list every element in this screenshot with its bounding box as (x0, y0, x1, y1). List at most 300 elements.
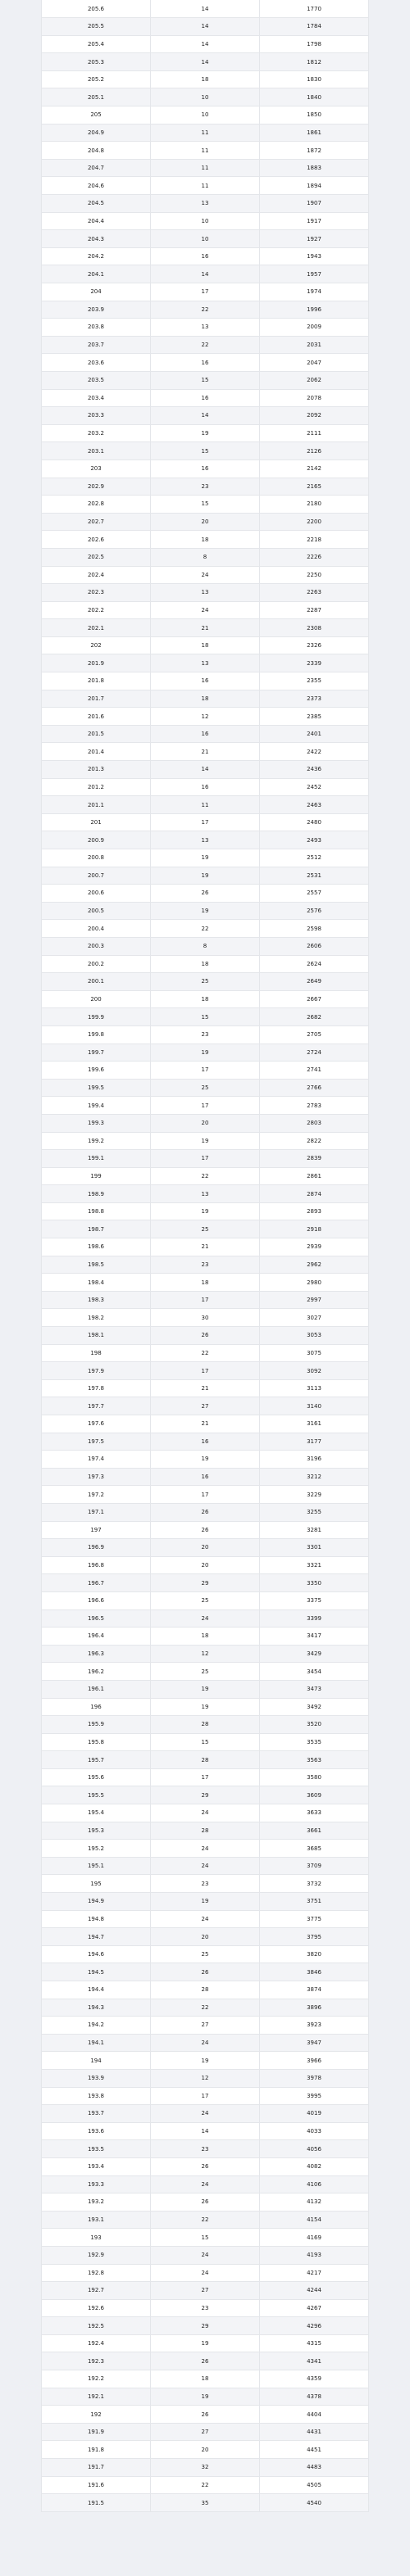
value-cell: 204.2 (42, 247, 151, 265)
count-cell: 19 (151, 1680, 260, 1698)
value-cell: 197.5 (42, 1433, 151, 1451)
count-cell: 26 (151, 2406, 260, 2424)
data-table (41, 0, 369, 2512)
cumulative-cell: 3255 (260, 1503, 369, 1521)
value-cell: 201.9 (42, 654, 151, 672)
count-cell: 10 (151, 212, 260, 230)
count-cell: 18 (151, 636, 260, 654)
count-cell: 21 (151, 1238, 260, 1256)
count-cell: 23 (151, 2140, 260, 2158)
table-row (42, 142, 369, 160)
table-row (42, 53, 369, 71)
value-cell: 199.4 (42, 1097, 151, 1115)
cumulative-cell: 3775 (260, 1910, 369, 1928)
table-row (42, 1875, 369, 1893)
table-row (42, 1344, 369, 1362)
table-row (42, 1645, 369, 1663)
count-cell: 27 (151, 2017, 260, 2035)
value-cell: 199.3 (42, 1114, 151, 1132)
cumulative-cell: 4132 (260, 2193, 369, 2212)
count-cell: 14 (151, 2122, 260, 2140)
cumulative-cell: 4244 (260, 2282, 369, 2300)
count-cell: 14 (151, 0, 260, 18)
cumulative-cell: 3732 (260, 1875, 369, 1893)
cumulative-cell: 4154 (260, 2211, 369, 2229)
value-cell: 200.8 (42, 849, 151, 867)
count-cell: 25 (151, 1945, 260, 1963)
value-cell: 204.7 (42, 159, 151, 177)
cumulative-cell: 4267 (260, 2299, 369, 2317)
count-cell: 28 (151, 1822, 260, 1840)
cumulative-cell: 2062 (260, 371, 369, 389)
table-row (42, 442, 369, 460)
cumulative-cell: 2493 (260, 831, 369, 849)
table-row (42, 2105, 369, 2123)
value-cell: 200 (42, 990, 151, 1008)
count-cell: 22 (151, 2211, 260, 2229)
value-cell: 201 (42, 813, 151, 831)
cumulative-cell: 3429 (260, 1645, 369, 1663)
cumulative-cell: 1957 (260, 265, 369, 283)
count-cell: 17 (151, 1062, 260, 1080)
value-cell: 195.6 (42, 1768, 151, 1786)
count-cell: 21 (151, 1415, 260, 1433)
cumulative-cell: 1784 (260, 18, 369, 36)
value-cell: 203 (42, 460, 151, 478)
table-row (42, 2087, 369, 2105)
table-row (42, 1663, 369, 1681)
count-cell: 11 (151, 159, 260, 177)
cumulative-cell: 4033 (260, 2122, 369, 2140)
value-cell: 205.4 (42, 35, 151, 53)
count-cell: 14 (151, 407, 260, 425)
count-cell: 19 (151, 1044, 260, 1062)
table-row (42, 1451, 369, 1469)
count-cell: 35 (151, 2494, 260, 2512)
value-cell: 204.8 (42, 142, 151, 160)
cumulative-cell: 3492 (260, 1698, 369, 1716)
count-cell: 12 (151, 708, 260, 726)
cumulative-cell: 2047 (260, 354, 369, 372)
value-cell: 191.7 (42, 2459, 151, 2477)
count-cell: 17 (151, 1291, 260, 1309)
value-cell: 204 (42, 283, 151, 301)
value-cell: 196.4 (42, 1628, 151, 1646)
table-row (42, 1574, 369, 1592)
table-row (42, 2317, 369, 2335)
table-row (42, 70, 369, 88)
value-cell: 204.5 (42, 195, 151, 213)
table-row (42, 513, 369, 531)
count-cell: 24 (151, 2264, 260, 2282)
count-cell: 24 (151, 2034, 260, 2052)
value-cell: 201.1 (42, 796, 151, 814)
cumulative-cell: 3399 (260, 1609, 369, 1628)
table-row (42, 973, 369, 991)
table-row (42, 159, 369, 177)
table-row (42, 531, 369, 549)
cumulative-cell: 3027 (260, 1309, 369, 1327)
table-row (42, 2459, 369, 2477)
cumulative-cell: 3685 (260, 1840, 369, 1858)
count-cell: 24 (151, 1804, 260, 1822)
value-cell: 195.5 (42, 1786, 151, 1804)
count-cell: 32 (151, 2459, 260, 2477)
table-row (42, 813, 369, 831)
count-cell: 24 (151, 566, 260, 584)
table-row (42, 548, 369, 566)
table-row (42, 2334, 369, 2352)
table-row (42, 2157, 369, 2175)
value-cell: 202.4 (42, 566, 151, 584)
count-cell: 16 (151, 1468, 260, 1486)
cumulative-cell: 2918 (260, 1220, 369, 1238)
count-cell: 14 (151, 265, 260, 283)
count-cell: 24 (151, 2105, 260, 2123)
value-cell: 193.9 (42, 2069, 151, 2087)
value-cell: 194.6 (42, 1945, 151, 1963)
value-cell: 197.6 (42, 1415, 151, 1433)
cumulative-cell: 2893 (260, 1202, 369, 1220)
table-row (42, 566, 369, 584)
value-cell: 194.4 (42, 1981, 151, 1999)
cumulative-cell: 4431 (260, 2423, 369, 2441)
cumulative-cell: 2980 (260, 1274, 369, 1292)
cumulative-cell: 2422 (260, 743, 369, 761)
cumulative-cell: 3196 (260, 1451, 369, 1469)
count-cell: 23 (151, 2299, 260, 2317)
table-row (42, 247, 369, 265)
count-cell: 26 (151, 2193, 260, 2212)
value-cell: 192.3 (42, 2352, 151, 2370)
count-cell: 19 (151, 1132, 260, 1150)
cumulative-cell: 2263 (260, 584, 369, 602)
value-cell: 197.8 (42, 1379, 151, 1397)
value-cell: 200.6 (42, 885, 151, 903)
table-row (42, 1822, 369, 1840)
cumulative-cell: 2250 (260, 566, 369, 584)
table-row (42, 1062, 369, 1080)
table-row (42, 1486, 369, 1504)
value-cell: 198.7 (42, 1220, 151, 1238)
cumulative-cell: 1927 (260, 230, 369, 248)
table-row (42, 1628, 369, 1646)
value-cell: 196.6 (42, 1591, 151, 1609)
value-cell: 202.1 (42, 619, 151, 637)
count-cell: 16 (151, 460, 260, 478)
count-cell: 19 (151, 424, 260, 442)
table-row (42, 106, 369, 124)
value-cell: 197.7 (42, 1397, 151, 1415)
value-cell: 198.5 (42, 1256, 151, 1274)
count-cell: 18 (151, 1274, 260, 1292)
table-row (42, 672, 369, 690)
cumulative-cell: 2031 (260, 336, 369, 354)
cumulative-cell: 1850 (260, 106, 369, 124)
table-row (42, 937, 369, 955)
value-cell: 200.9 (42, 831, 151, 849)
cumulative-cell: 3609 (260, 1786, 369, 1804)
count-cell: 25 (151, 973, 260, 991)
cumulative-cell: 2624 (260, 955, 369, 973)
count-cell: 11 (151, 177, 260, 195)
count-cell: 23 (151, 478, 260, 496)
count-cell: 23 (151, 1256, 260, 1274)
table-row (42, 1840, 369, 1858)
count-cell: 30 (151, 1309, 260, 1327)
value-cell: 195.1 (42, 1857, 151, 1875)
table-row (42, 2370, 369, 2388)
cumulative-cell: 2803 (260, 1114, 369, 1132)
count-cell: 20 (151, 1928, 260, 1946)
value-cell: 192.2 (42, 2370, 151, 2388)
table-row (42, 1733, 369, 1751)
table-row (42, 18, 369, 36)
cumulative-cell: 2962 (260, 1256, 369, 1274)
value-cell: 204.6 (42, 177, 151, 195)
count-cell: 25 (151, 1591, 260, 1609)
value-cell: 192.1 (42, 2388, 151, 2406)
table-row (42, 336, 369, 354)
cumulative-cell: 2822 (260, 1132, 369, 1150)
cumulative-cell: 2200 (260, 513, 369, 531)
value-cell: 200.2 (42, 955, 151, 973)
value-cell: 201.8 (42, 672, 151, 690)
count-cell: 8 (151, 937, 260, 955)
cumulative-cell: 1894 (260, 177, 369, 195)
cumulative-cell: 3321 (260, 1556, 369, 1574)
cumulative-cell: 1907 (260, 195, 369, 213)
cumulative-cell: 2598 (260, 920, 369, 938)
cumulative-cell: 2373 (260, 690, 369, 708)
value-cell: 203.4 (42, 389, 151, 407)
count-cell: 24 (151, 601, 260, 619)
table-row (42, 955, 369, 973)
cumulative-cell: 2226 (260, 548, 369, 566)
cumulative-cell: 3092 (260, 1362, 369, 1380)
count-cell: 13 (151, 584, 260, 602)
cumulative-cell: 3212 (260, 1468, 369, 1486)
cumulative-cell: 2667 (260, 990, 369, 1008)
count-cell: 29 (151, 1574, 260, 1592)
value-cell: 198.8 (42, 1202, 151, 1220)
count-cell: 18 (151, 955, 260, 973)
count-cell: 19 (151, 1893, 260, 1911)
table-row (42, 2229, 369, 2247)
table-row (42, 1716, 369, 1734)
count-cell: 26 (151, 1963, 260, 1981)
cumulative-cell: 2997 (260, 1291, 369, 1309)
table-row (42, 2246, 369, 2264)
count-cell: 13 (151, 1185, 260, 1203)
cumulative-cell: 3350 (260, 1574, 369, 1592)
cumulative-cell: 3161 (260, 1415, 369, 1433)
count-cell: 15 (151, 1733, 260, 1751)
table-row (42, 1379, 369, 1397)
cumulative-cell: 3535 (260, 1733, 369, 1751)
table-row (42, 407, 369, 425)
table-row (42, 124, 369, 142)
value-cell: 203.5 (42, 371, 151, 389)
count-cell: 26 (151, 2352, 260, 2370)
value-cell: 201.5 (42, 725, 151, 743)
cumulative-cell: 2401 (260, 725, 369, 743)
cumulative-cell: 1861 (260, 124, 369, 142)
table-row (42, 990, 369, 1008)
table-row (42, 1433, 369, 1451)
table-row (42, 1893, 369, 1911)
cumulative-cell: 2111 (260, 424, 369, 442)
count-cell: 24 (151, 2246, 260, 2264)
table-row (42, 1857, 369, 1875)
count-cell: 16 (151, 389, 260, 407)
cumulative-cell: 4341 (260, 2352, 369, 2370)
value-cell: 192.6 (42, 2299, 151, 2317)
count-cell: 22 (151, 1999, 260, 2017)
value-cell: 203.1 (42, 442, 151, 460)
table-row (42, 2052, 369, 2070)
cumulative-cell: 4315 (260, 2334, 369, 2352)
table-row (42, 708, 369, 726)
count-cell: 15 (151, 2229, 260, 2247)
count-cell: 10 (151, 88, 260, 106)
count-cell: 12 (151, 2069, 260, 2087)
value-cell: 195.2 (42, 1840, 151, 1858)
table-row (42, 212, 369, 230)
value-cell: 195 (42, 1875, 151, 1893)
count-cell: 28 (151, 1751, 260, 1769)
value-cell: 199.2 (42, 1132, 151, 1150)
cumulative-cell: 3923 (260, 2017, 369, 2035)
count-cell: 12 (151, 1645, 260, 1663)
value-cell: 197.2 (42, 1486, 151, 1504)
table-row (42, 371, 369, 389)
cumulative-cell: 4540 (260, 2494, 369, 2512)
table-row (42, 478, 369, 496)
count-cell: 17 (151, 1362, 260, 1380)
cumulative-cell: 3846 (260, 1963, 369, 1981)
cumulative-cell: 3140 (260, 1397, 369, 1415)
cumulative-cell: 2861 (260, 1167, 369, 1185)
data-table-body (42, 0, 369, 2511)
count-cell: 14 (151, 53, 260, 71)
table-row (42, 1256, 369, 1274)
table-row (42, 2388, 369, 2406)
count-cell: 24 (151, 1857, 260, 1875)
value-cell: 193.3 (42, 2175, 151, 2193)
table-row (42, 2494, 369, 2512)
count-cell: 22 (151, 2476, 260, 2494)
count-cell: 17 (151, 813, 260, 831)
table-row (42, 1309, 369, 1327)
table-row (42, 1362, 369, 1380)
cumulative-cell: 4483 (260, 2459, 369, 2477)
count-cell: 19 (151, 867, 260, 885)
table-row (42, 283, 369, 301)
count-cell: 10 (151, 106, 260, 124)
count-cell: 29 (151, 1786, 260, 1804)
value-cell: 196.7 (42, 1574, 151, 1592)
count-cell: 19 (151, 2052, 260, 2070)
cumulative-cell: 2009 (260, 319, 369, 337)
value-cell: 202.3 (42, 584, 151, 602)
count-cell: 13 (151, 195, 260, 213)
cumulative-cell: 2385 (260, 708, 369, 726)
value-cell: 191.5 (42, 2494, 151, 2512)
table-row (42, 831, 369, 849)
table-row (42, 1167, 369, 1185)
cumulative-cell: 3113 (260, 1379, 369, 1397)
cumulative-cell: 4296 (260, 2317, 369, 2335)
value-cell: 203.7 (42, 336, 151, 354)
count-cell: 26 (151, 885, 260, 903)
table-row (42, 2476, 369, 2494)
cumulative-cell: 2326 (260, 636, 369, 654)
table-row (42, 1503, 369, 1521)
value-cell: 202.8 (42, 496, 151, 514)
value-cell: 202.5 (42, 548, 151, 566)
value-cell: 193.5 (42, 2140, 151, 2158)
table-row (42, 1521, 369, 1539)
cumulative-cell: 1812 (260, 53, 369, 71)
value-cell: 200.7 (42, 867, 151, 885)
cumulative-cell: 2287 (260, 601, 369, 619)
table-row (42, 2264, 369, 2282)
value-cell: 204.1 (42, 265, 151, 283)
cumulative-cell: 2724 (260, 1044, 369, 1062)
value-cell: 193.1 (42, 2211, 151, 2229)
value-cell: 204.4 (42, 212, 151, 230)
table-row (42, 1327, 369, 1345)
cumulative-cell: 1770 (260, 0, 369, 18)
value-cell: 199.7 (42, 1044, 151, 1062)
value-cell: 195.4 (42, 1804, 151, 1822)
count-cell: 17 (151, 1768, 260, 1786)
value-cell: 202.7 (42, 513, 151, 531)
value-cell: 203.8 (42, 319, 151, 337)
cumulative-cell: 3075 (260, 1344, 369, 1362)
value-cell: 191.8 (42, 2441, 151, 2459)
table-row (42, 1698, 369, 1716)
cumulative-cell: 1917 (260, 212, 369, 230)
cumulative-cell: 3053 (260, 1327, 369, 1345)
value-cell: 194.2 (42, 2017, 151, 2035)
cumulative-cell: 2705 (260, 1025, 369, 1044)
value-cell: 198.6 (42, 1238, 151, 1256)
count-cell: 8 (151, 548, 260, 566)
table-row (42, 654, 369, 672)
value-cell: 201.6 (42, 708, 151, 726)
count-cell: 17 (151, 1150, 260, 1168)
count-cell: 20 (151, 1539, 260, 1557)
value-cell: 195.9 (42, 1716, 151, 1734)
count-cell: 18 (151, 690, 260, 708)
table-row (42, 1415, 369, 1433)
table-row (42, 1999, 369, 2017)
value-cell: 193.6 (42, 2122, 151, 2140)
cumulative-cell: 4359 (260, 2370, 369, 2388)
count-cell: 21 (151, 619, 260, 637)
cumulative-cell: 2142 (260, 460, 369, 478)
cumulative-cell: 2783 (260, 1097, 369, 1115)
cumulative-cell: 3563 (260, 1751, 369, 1769)
value-cell: 198.1 (42, 1327, 151, 1345)
count-cell: 27 (151, 2423, 260, 2441)
table-row (42, 1097, 369, 1115)
value-cell: 193.2 (42, 2193, 151, 2212)
table-row (42, 1008, 369, 1026)
value-cell: 204.3 (42, 230, 151, 248)
